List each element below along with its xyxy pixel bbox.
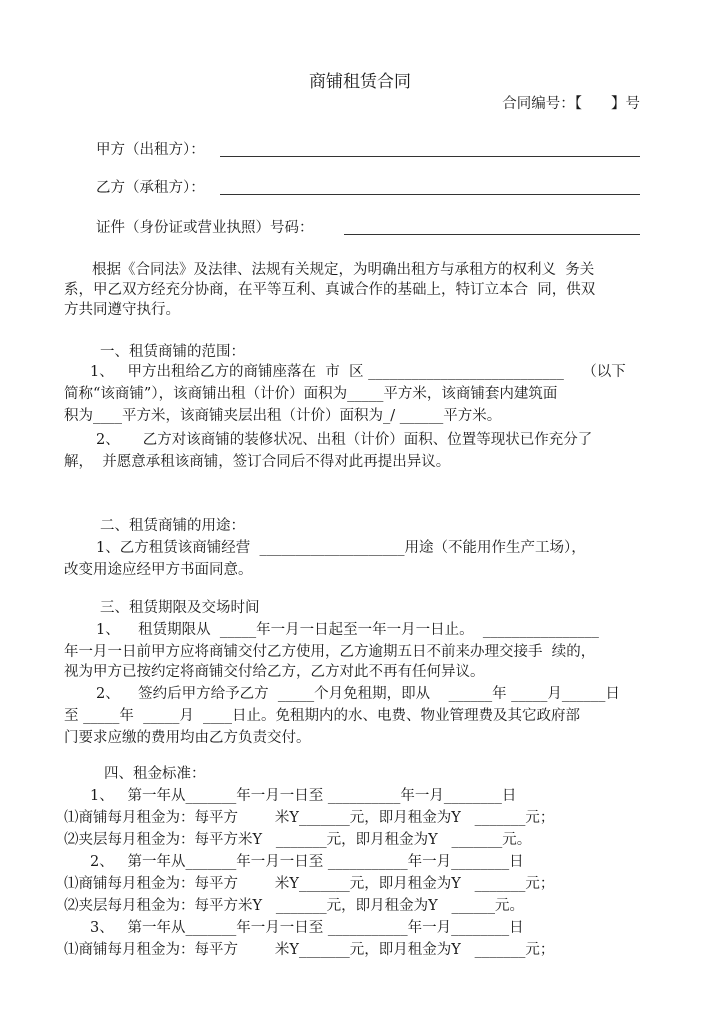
section-heading: 四、租金标准： (104, 766, 206, 782)
contract-number: 合同编号：【 】号 (502, 96, 640, 112)
clause-line: 1、 甲方出租给乙方的商铺座落在 市 区 ___________________________ （以下 (90, 364, 626, 380)
clause-line: 年一月一日前甲方应将商铺交付乙方使用，乙方逾期五日不前来办理交接手 续的， (64, 644, 596, 660)
clause-line: 解， 并愿意承租该商铺，签订合同后不得对此再提出异议。 (64, 454, 451, 470)
id-doc-blank (344, 234, 640, 235)
clause-line: 视为甲方已按约定将商铺交付给乙方，乙方对此不再有任何异议。 (64, 664, 485, 680)
party-b-label: 乙方（承租方）： (96, 180, 205, 196)
preamble-line: 方共同遵守执行。 (64, 302, 180, 318)
section-heading: 一、租赁商铺的范围： (100, 344, 245, 360)
clause-line: 2、 第一年从_______年一月一日至 ___________年一月________日 (90, 854, 524, 870)
preamble-line: 根据《合同法》及法律、法规有关规定，为明确出租方与承租方的权利义 务关 (92, 262, 595, 278)
section-heading: 三、租赁期限及交场时间 (100, 600, 260, 616)
preamble-line: 系，甲乙双方经充分协商，在平等互利、真诚合作的基础上，特订立本合 同，供双 (64, 282, 596, 298)
clause-line: 改变用途应经甲方书面同意。 (64, 562, 253, 578)
clause-line: 积为____平方米，该商铺夹层出租（计价）面积为_/ ______平方米。 (64, 408, 502, 424)
clause-line: 简称“该商铺”），该商铺出租（计价）面积为_____平方米，该商铺套内建筑面 (64, 386, 558, 402)
id-doc-label: 证件（身份证或营业执照）号码： (96, 220, 314, 236)
clause-line: 门要求应缴的费用均由乙方负责交付。 (64, 730, 311, 746)
clause-line: ⑴商铺每月租金为：每平方 米Y_______元，即月租金为Y _______元； (64, 942, 555, 958)
party-a-blank (220, 156, 640, 157)
clause-line: 1、乙方租赁该商铺经营 ____________________用途（不能用作生产工场）， (96, 540, 586, 556)
document-title: 商铺租赁合同 (309, 72, 411, 92)
clause-line: 2、 签约后甲方给予乙方 _____个月免租期，即从 ______年 _____月______日 (96, 686, 620, 702)
party-a-label: 甲方（出租方）： (96, 142, 205, 158)
clause-line: 2、 乙方对该商铺的装修状况、出租（计价）面积、位置等现状已作充分了 (96, 432, 593, 448)
clause-line: 至 _____年 _____月 ____日止。免租期内的水、电费、物业管理费及其它政府部 (64, 708, 581, 724)
clause-line: 1、 租赁期限从 _____年一月一日起至一年一月一日止。 ________________ (96, 622, 599, 638)
clause-line: ⑵夹层每月租金为：每平方米Y _______元，即月租金为Y _______元。 (64, 832, 532, 848)
clause-line: ⑴商铺每月租金为：每平方 米Y_______元，即月租金为Y _______元； (64, 810, 555, 826)
clause-line: 3、 第一年从_______年一月一日至 ___________年一月________日 (90, 920, 524, 936)
clause-line: ⑴商铺每月租金为：每平方 米Y_______元，即月租金为Y _______元； (64, 876, 555, 892)
section-heading: 二、租赁商铺的用途： (100, 518, 245, 534)
party-b-blank (220, 194, 640, 195)
clause-line: 1、 第一年从_______年一月一日至 __________年一月________日 (90, 788, 517, 804)
clause-line: ⑵夹层每月租金为：每平方米Y _______元，即月租金为Y ______元。 (64, 898, 525, 914)
